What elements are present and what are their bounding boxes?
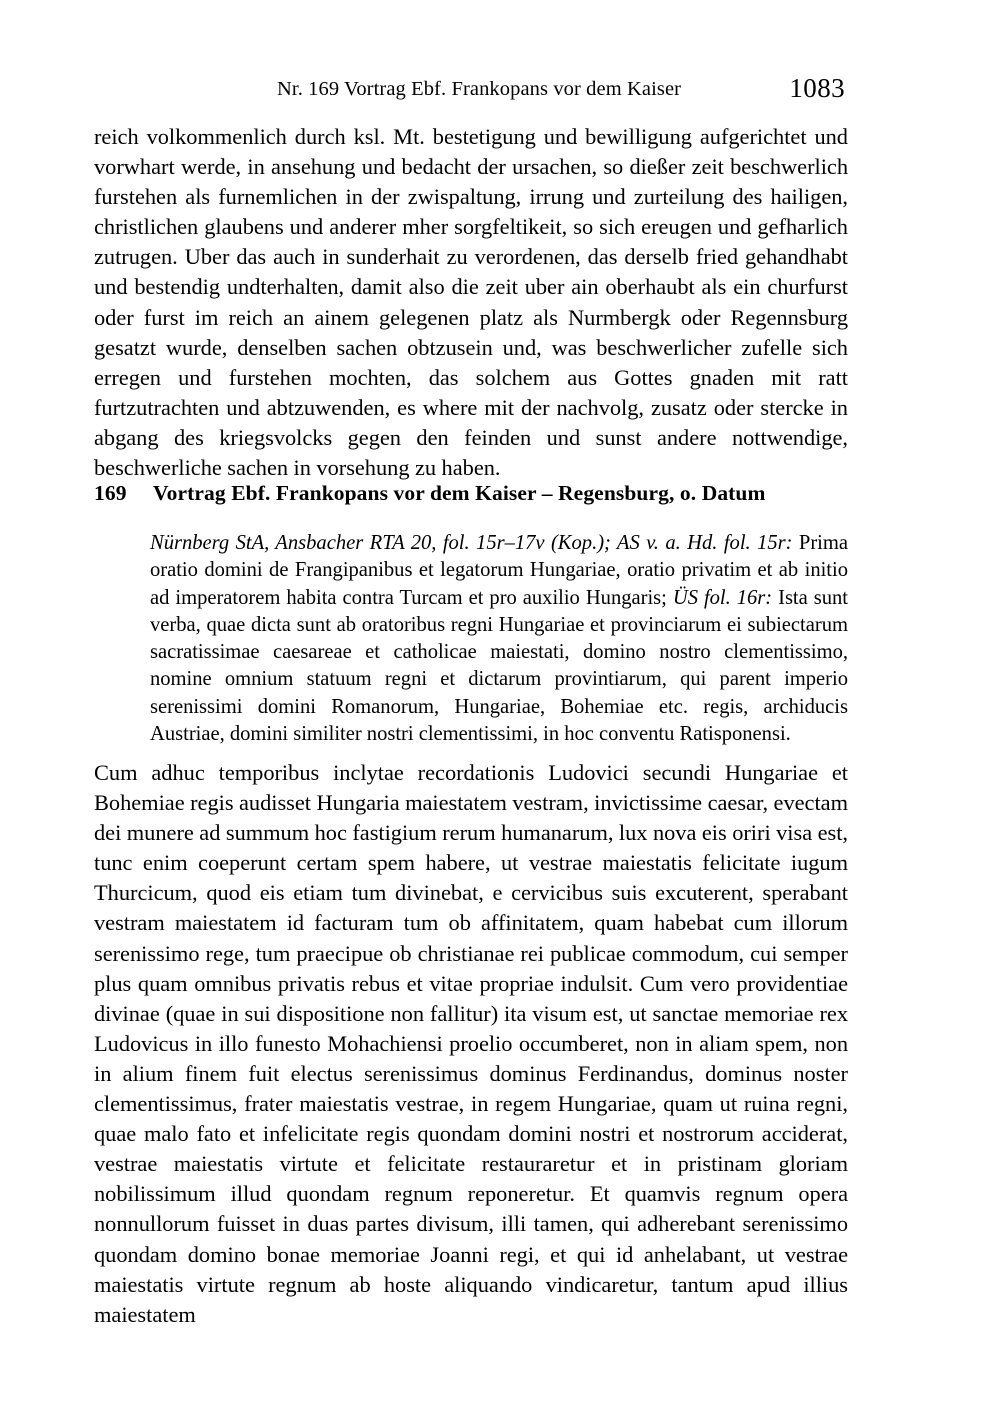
paragraph-german-continuation: reich volkommenlich durch ksl. Mt. bestetigung und bewilligung aufgerichtet und vorwhart werde, in ansehung und bedacht der ursachen, so dießer zeit beschwerlich furstehen als furnemlichen in der zwispaltung, irrung und zurteilung des hailigen, christlichen glaubens und anderer mher sorgfeltikeit, so sich ereugen und gefharlich zutrugen. Uber das auch in sunderhait zu verordenen, das derselb fried gehandhabt und bestendig undterhalten, damit also die zeit uber ain oberhaubt als ein churfurst oder furst im reich an ainem gelegenen platz als Nurmbergk oder Regennsburg gesatzt wurde, denselben sachen obtzusein und, was beschwerlicher zufelle sich erregen und furstehen mochten, das solchem aus Gottes gnaden mit ratt furtzutrachten und abtzuwenden, es where mit der nachvolg, zusatz oder stercke in abgang des kriegsvolcks gegen den feinden und sunst andere nottwendige, beschwerliche sachen in vorsehung zu haben. — [94, 124, 848, 481]
source-citation-secondary: ÜS fol. 16r: — [672, 586, 773, 609]
source-text-primary: Prima oratio domini de Frangipanibus et legatorum Hungariae, oratio privatim et ab initio ad imperatorem habita contra Turcam et pro auxilio Hungaris — [150, 532, 848, 609]
running-head — [94, 73, 848, 108]
page-number: 1083 — [789, 73, 845, 103]
section-number: 169 — [94, 481, 127, 505]
source-citation-primary: Nürnberg StA, Ansbacher RTA 20, fol. 15r–17v (Kop.); AS v. a. Hd. fol. 15r: — [150, 532, 793, 554]
source-note-separator: ; — [661, 586, 673, 609]
section-title: Vortrag Ebf. Frankopans vor dem Kaiser – Regensburg, o. Datum — [153, 481, 766, 505]
running-head-title: Nr. 169 Vortrag Ebf. Frankopans vor dem Kaiser — [277, 78, 682, 100]
paragraph-latin-oration: Cum adhuc temporibus inclytae recordationis Ludovici secundi Hungariae et Bohemiae regis audisset Hungaria maiestatem vestram, invictissime caesar, evectam dei munere ad summum hoc fastigium rerum humanarum, lux nova eis oriri visa est, tunc enim coeperunt certam spem habere, ut vestrae maiestatis felicitate iugum Thurcicum, quod eis etiam tum divinebat, e cervicibus suis excuterent, sperabant vestram maiestatem id facturam tum ob affinitatem, quam habebat cum illorum serenissimo rege, tum praecipue ob christianae rei publicae commodum, cui semper plus quam omnibus privatis rebus et vitae propriae indulsit. Cum vero providentiae divinae (quae in sui dispositione non fallitur) ita visum est, ut sanctae memoriae rex Ludovicus in illo funesto Mohachiensi proelio occumberet, non in aliam spem, non in alium finem fuit electus serenissimus dominus Ferdinandus, dominus noster clementissimus, frater maiestatis vestrae, in regem Hungariae, quam ut ruina regni, quae malo fato et infelicitate regis quondam domini nostri et nostrorum acciderat, vestrae maiestatis virtute et felicitate restauraretur et in pristinam gloriam nobilissimum illud quondam regnum reponeretur. Et quamvis regnum opera nonnullorum fuisset in duas partes divisum, illi tamen, qui adherebant serenissimo quondam domino bonae memoriae Joanni regi, et qui id anhelabant, ut vestrae maiestatis virtute regnum ab hoste aliquando vindicaretur, tantum apud illius maiestatem — [94, 760, 848, 1327]
section-heading — [94, 480, 848, 506]
source-note-block — [150, 530, 848, 748]
source-text-secondary: Ista sunt verba, quae dicta sunt ab oratoribus regni Hungariae et provinciarum ei subiectarum sacratissimae caesareae et catholicae maiestati, domino nostro clementissimo, nomine omnium statuum regni et dictarum provintiarum, qui parent imperio serenissimi domini Romanorum, Hungariae, Bohemiae etc. regis, archiducis Austriae, domini similiter nostri clementissimi, in hoc conventu Ratisponensi. — [150, 586, 848, 746]
